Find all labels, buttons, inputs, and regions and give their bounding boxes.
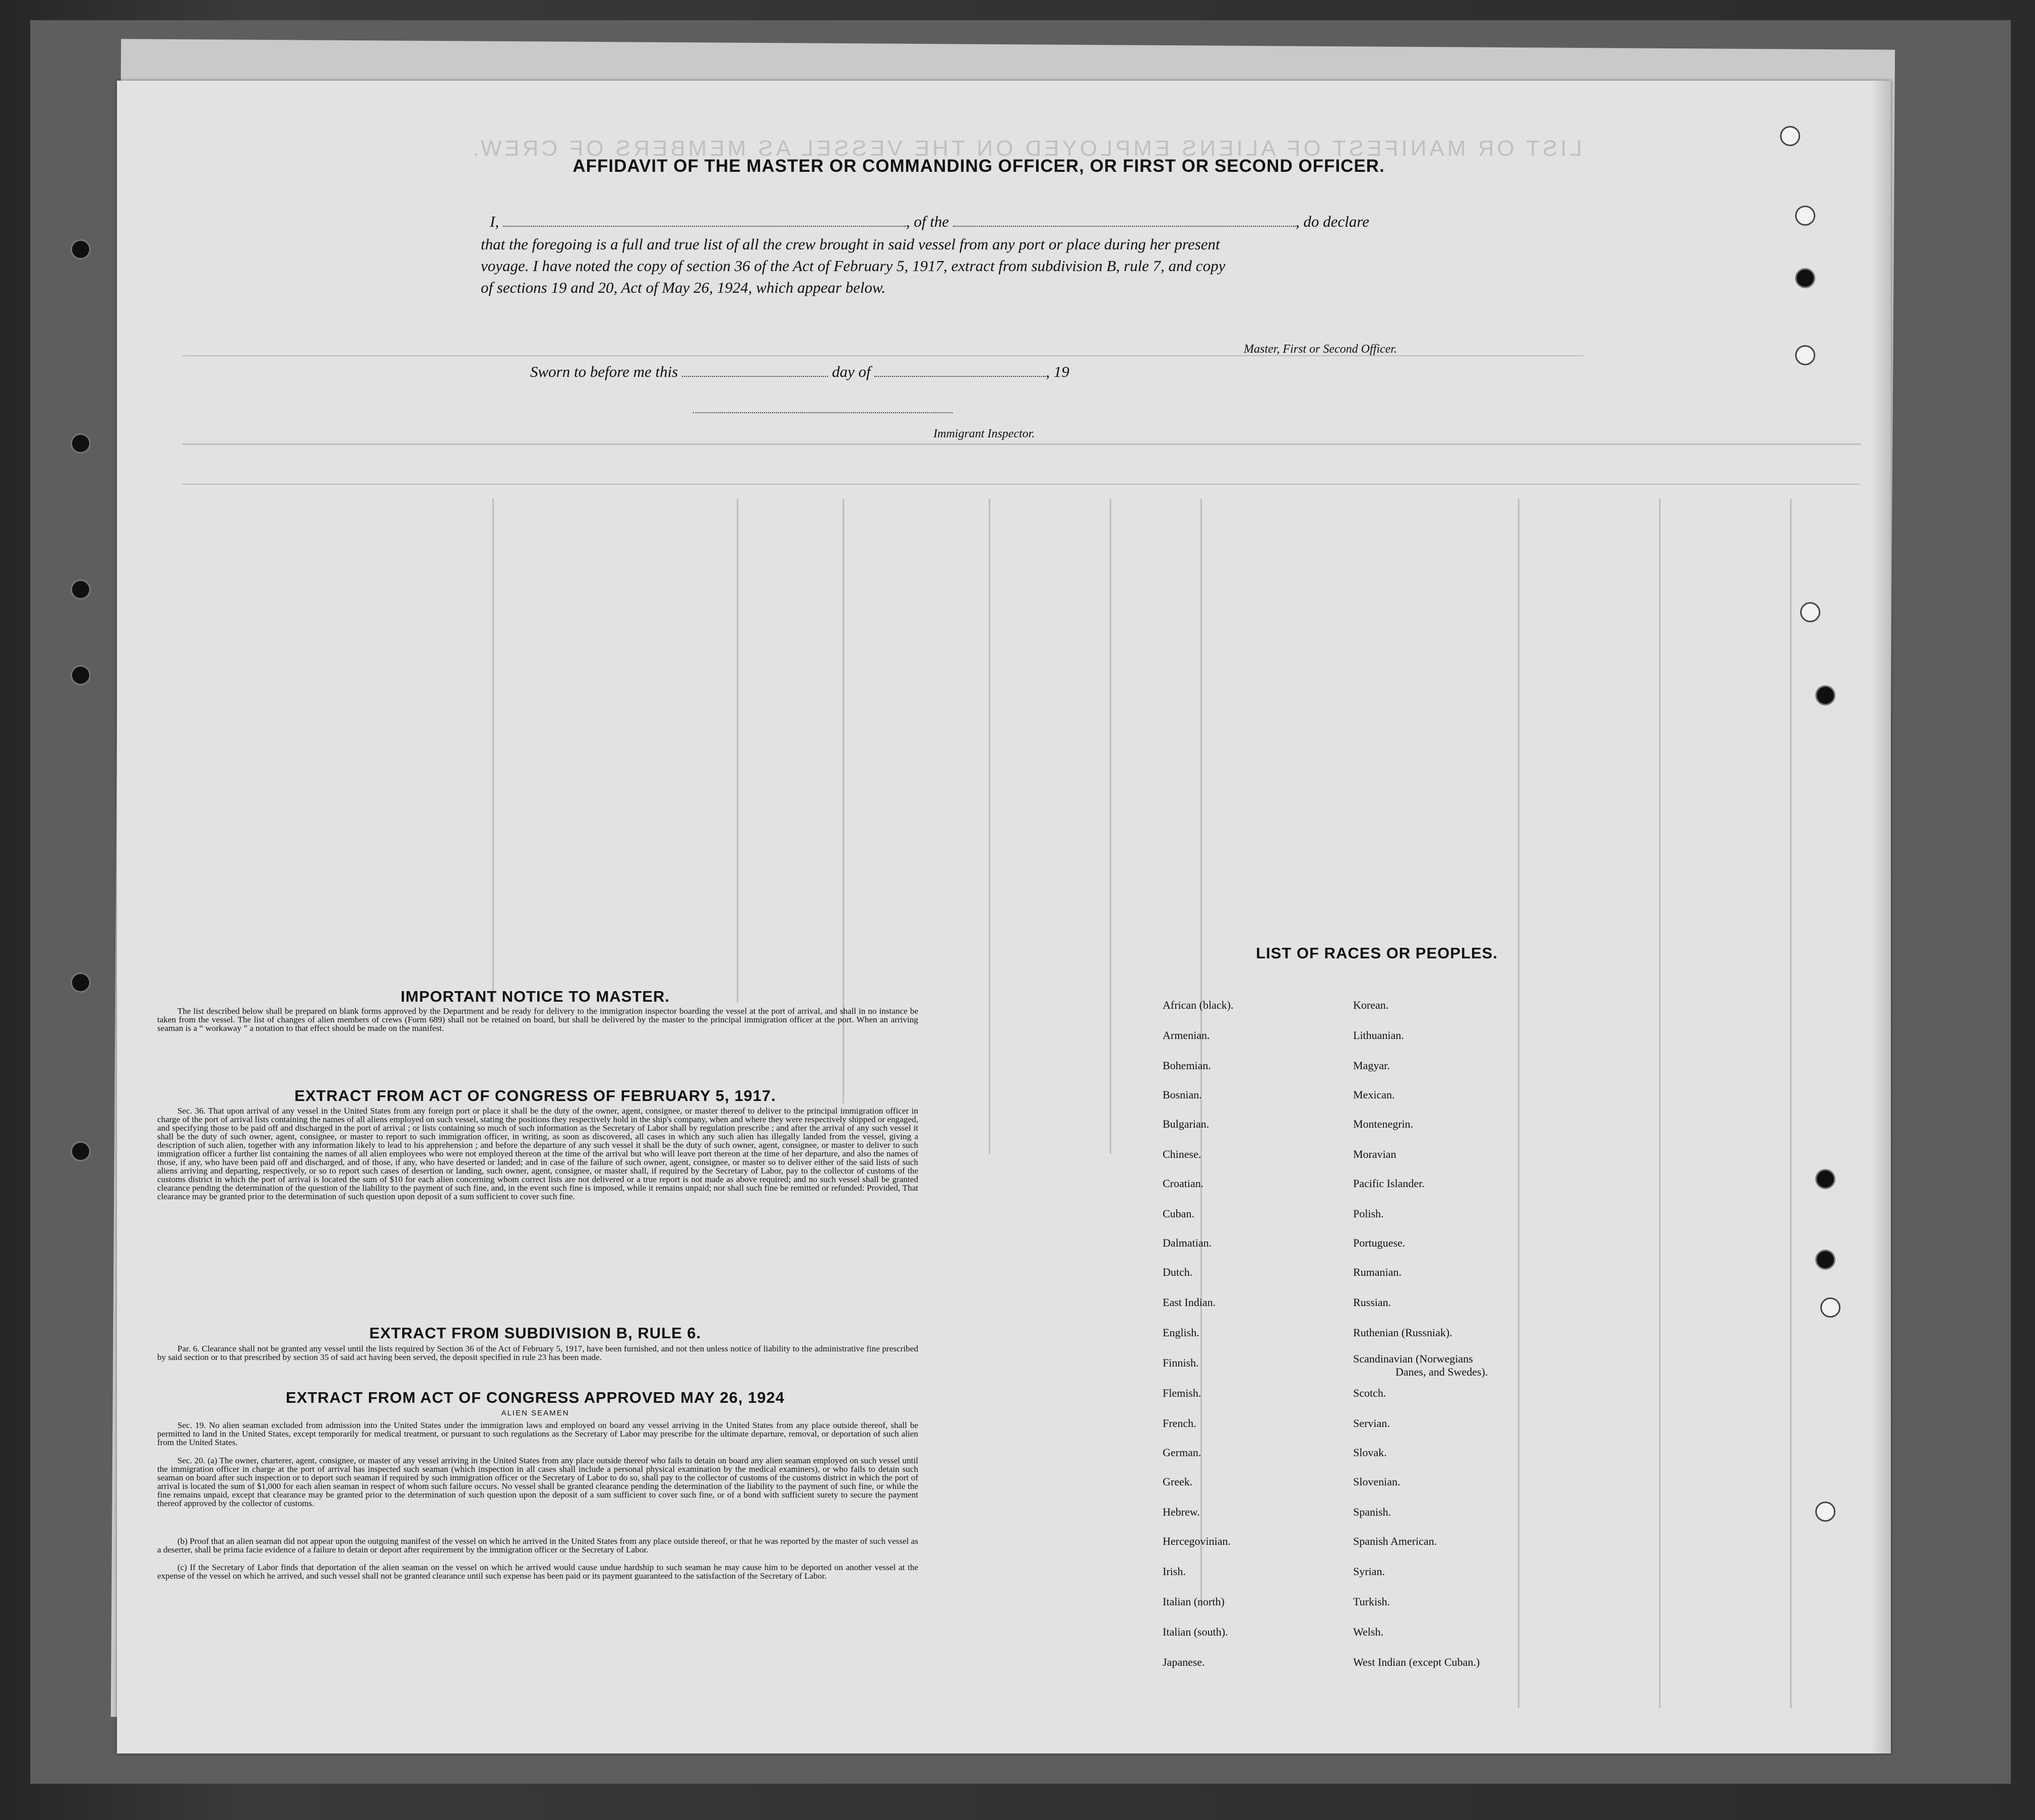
extract-1924-sec19: Sec. 19. No alien seaman excluded from admission into the United States under the immigration laws and employed on board any vessel arriving in the United States from any place outside thereof, shall be permitted to land in the United States, except temporarily for medical treatment, or pursuant to such regulations as the Secretary of Labor may prescribe for the ultimate departure, removal, or deportation of such alien from the United States. bbox=[157, 1420, 918, 1447]
race-item: Hercegovinian. bbox=[1163, 1535, 1231, 1547]
race-item: Flemish. bbox=[1163, 1387, 1201, 1399]
race-item: Scotch. bbox=[1353, 1387, 1386, 1399]
ghost-column bbox=[1200, 499, 1202, 1607]
race-item: Russian. bbox=[1353, 1296, 1391, 1309]
affidavit-declare-label: , do declare bbox=[1295, 213, 1369, 230]
races-title: LIST OF RACES OR PEOPLES. bbox=[1256, 944, 1498, 962]
race-item: Irish. bbox=[1163, 1565, 1186, 1578]
page-hole bbox=[1815, 1502, 1835, 1522]
race-item: Dalmatian. bbox=[1163, 1237, 1212, 1249]
race-item: Moravian bbox=[1353, 1148, 1396, 1160]
race-item: Slovenian. bbox=[1353, 1475, 1401, 1488]
extract-1924-subtitle: ALIEN SEAMEN bbox=[501, 1409, 569, 1417]
race-item: Portuguese. bbox=[1353, 1237, 1406, 1249]
extract-rule6-text: Par. 6. Clearance shall not be granted any vessel until the lists required by Section 36 of the Act of February 5, 1917, have been furnished, and not then unless notice of liability to the administrative fine prescribed by said section or to that prescribed by section 35 of said act having been served, the deposit specified in rule 23 has been made. bbox=[157, 1344, 918, 1362]
race-item: Welsh. bbox=[1353, 1626, 1383, 1638]
race-item: Pacific Islander. bbox=[1353, 1177, 1425, 1190]
race-item: Servian. bbox=[1353, 1417, 1390, 1429]
race-item: Rumanian. bbox=[1353, 1266, 1402, 1278]
race-item: Bosnian. bbox=[1163, 1088, 1202, 1101]
extract-rule6-title: EXTRACT FROM SUBDIVISION B, RULE 6. bbox=[369, 1324, 702, 1342]
year-label: , 19 bbox=[1046, 363, 1069, 380]
race-item: Japanese. bbox=[1163, 1656, 1205, 1668]
race-item: Mexican. bbox=[1353, 1088, 1395, 1101]
race-item: Finnish. bbox=[1163, 1356, 1199, 1369]
race-item: Bohemian. bbox=[1163, 1059, 1211, 1072]
ghost-column bbox=[1518, 499, 1519, 1708]
race-item: Croatian. bbox=[1163, 1177, 1204, 1190]
affidavit-line-3: voyage. I have noted the copy of section 36 of the Act of February 5, 1917, extract from subdivision B, rule 7, and copy bbox=[481, 257, 1226, 275]
race-item: Hebrew. bbox=[1163, 1506, 1200, 1518]
race-item: Spanish American. bbox=[1353, 1535, 1437, 1547]
race-item: Italian (north) bbox=[1163, 1595, 1225, 1608]
sworn-month-field[interactable] bbox=[874, 365, 1046, 377]
master-name-field[interactable] bbox=[503, 215, 906, 227]
race-item: Chinese. bbox=[1163, 1148, 1201, 1160]
inspector-label: Immigrant Inspector. bbox=[933, 427, 1035, 440]
document-page bbox=[117, 81, 1891, 1753]
page-hole bbox=[1815, 1250, 1835, 1270]
race-item: African (black). bbox=[1163, 999, 1234, 1011]
ghost-column bbox=[492, 499, 494, 1003]
ghost-column bbox=[1110, 499, 1111, 1154]
race-item: Syrian. bbox=[1353, 1565, 1385, 1578]
race-item: Ruthenian (Russniak). bbox=[1353, 1326, 1452, 1339]
page-hole bbox=[1795, 206, 1815, 226]
race-item: Armenian. bbox=[1163, 1029, 1210, 1042]
sworn-day-field[interactable] bbox=[682, 365, 828, 377]
page-hole bbox=[1795, 345, 1815, 365]
binder-hole bbox=[71, 433, 91, 453]
extract-1924-sec20c: (c) If the Secretary of Labor finds that deportation of the alien seaman on the vessel on which he arrived would cause undue hardship to such seaman he may cause him to be deported on another vessel at the expense of the vessel on which he arrived, and such vessel shall not be granted clearance until such expense has been paid or its payment guaranteed to the satisfaction of the Secretary of Labor. bbox=[157, 1563, 918, 1581]
page-hole bbox=[1815, 685, 1835, 705]
page-hole bbox=[1800, 602, 1820, 622]
race-item: Greek. bbox=[1163, 1475, 1193, 1488]
ghost-column bbox=[1790, 499, 1792, 1708]
race-item: West Indian (except Cuban.) bbox=[1353, 1656, 1480, 1668]
sworn-line bbox=[530, 363, 1069, 381]
binder-hole bbox=[71, 665, 91, 685]
extract-1924-title: EXTRACT FROM ACT OF CONGRESS APPROVED MAY 26, 1924 bbox=[286, 1389, 785, 1406]
affidavit-title: AFFIDAVIT OF THE MASTER OR COMMANDING OFFICER, OR FIRST OR SECOND OFFICER. bbox=[573, 156, 1385, 176]
extract-1924-sec20b: (b) Proof that an alien seaman did not appear upon the outgoing manifest of the vessel on which he arrived in the United States from any place outside thereof, or that he was reported by the master of such vessel as a deserter, shall be prima facie evidence of a failure to detain or deport after requirement by the immigration officer or the Secretary of Labor. bbox=[157, 1536, 918, 1554]
ghost-rule bbox=[182, 484, 1861, 485]
binder-hole bbox=[71, 579, 91, 600]
race-item: Korean. bbox=[1353, 999, 1389, 1011]
inspector-signature-line[interactable] bbox=[693, 412, 952, 413]
ghost-header: LIST OR MANIFEST OF ALIENS EMPLOYED ON THE VESSEL AS MEMBERS OF CREW. bbox=[470, 136, 1582, 161]
ghost-rule bbox=[182, 443, 1861, 445]
page-hole bbox=[1795, 268, 1815, 288]
affidavit-line-4: of sections 19 and 20, Act of May 26, 1924, which appear below. bbox=[481, 279, 886, 296]
extract-1917-title: EXTRACT FROM ACT OF CONGRESS OF FEBRUARY 5, 1917. bbox=[294, 1087, 776, 1104]
notice-title: IMPORTANT NOTICE TO MASTER. bbox=[401, 988, 670, 1005]
vessel-name-field[interactable] bbox=[953, 215, 1296, 227]
extract-1917-text: Sec. 36. That upon arrival of any vessel in the United States from any foreign port or place it shall be the duty of the owner, agent, consignee, or master thereof to deliver to the principal immigration officer in charge of the port of arrival lists containing the names of all aliens employed on such vessel, stating the positions they respectively hold in the ship's company, when and where they were respectively shipped or engaged, and specifying those to be paid off and discharged in the port of arrival ; or lists containing so much of such information as the Secretary of Labor shall by regulation prescribe ; and after the arrival of any such vessel it shall be the duty of such owner, agent, consignee, or master to report to such immigration officer, in writing, as soon as discovered, all cases in which any such alien has illegally landed from the vessel, giving a description of such alien, together with any information likely to lead to his apprehension ; and before the departure of any such vessel it shall be the duty of such owner, agent, consignee, or master to deliver to such immigration officer a further list containing the names of all alien employees who were not employed thereon at the time of the arrival but who will leave port thereon at the time of her departure, and also the names of those, if any, who have been paid off and discharged, and of those, if any, who have deserted or landed; and in case of the failure of such owner, agent, consignee, or master so to deliver either of the said lists of such aliens arriving and departing, respectively, or so to report such cases of desertion or landing, such owner, agent, consignee, or master shall, if required by the Secretary of Labor, pay to the collector of customs of the customs district in which the port of arrival is located the sum of $10 for each alien concerning whom correct lists are not delivered or a true report is not made as above required; and no such vessel shall be granted clearance pending the determination of the question of the liability to the payment of such fine, and, in the event such fine is imposed, while it remains unpaid; nor shall such fine be remitted or refunded: Provided, That clearance may be granted prior to the determination of such question upon deposit of a sum sufficient to cover such fine. bbox=[157, 1106, 918, 1201]
race-item: German. bbox=[1163, 1446, 1201, 1459]
binder-hole bbox=[71, 972, 91, 993]
notice-text: The list described below shall be prepared on blank forms approved by the Department and be ready for delivery to the immigration inspector boarding the vessel at the port of arrival, and shall in no instance be taken from the vessel. The list of changes of alien members of crews (Form 689) shall not be retained on board, but shall be delivered by the master to the principal immigration officer at the port. When an arriving seaman is a “ workaway ” a notation to that effect should be made on the manifest. bbox=[157, 1006, 918, 1033]
extract-1924-sec20a: Sec. 20. (a) The owner, charterer, agent, consignee, or master of any vessel arriving in the United States from any place outside thereof who fails to detain on board any alien seaman employed on such vessel until the immigration officer in charge at the port of arrival has inspected such seaman (which inspection in all cases shall include a personal physical examination by the medical examiners), or who fails to detain such seaman on board after such inspection or to deport such seaman if required by such immigration officer or the Secretary of Labor to do so, shall pay to the collector of customs of the customs district in which the port of arrival is located the sum of $1,000 for each alien seaman in respect of whom such failure occurs. No vessel shall be granted clearance pending the determination of the liability to the payment of such fine, or while the fine remains unpaid, except that clearance may be granted prior to the determination of such question upon the deposit of a sum sufficient to cover such fine, or of a bond with sufficient surety to secure the payment thereof approved by the collector of customs. bbox=[157, 1456, 918, 1508]
race-item: Cuban. bbox=[1163, 1207, 1194, 1220]
day-of-label: day of bbox=[832, 363, 871, 380]
affidavit-line-1 bbox=[490, 213, 1369, 231]
race-item: Italian (south). bbox=[1163, 1626, 1228, 1638]
race-item: English. bbox=[1163, 1326, 1199, 1339]
race-item: Bulgarian. bbox=[1163, 1118, 1210, 1130]
ghost-column bbox=[1659, 499, 1661, 1708]
race-item: East Indian. bbox=[1163, 1296, 1216, 1309]
sworn-label: Sworn to before me this bbox=[530, 363, 678, 380]
page-hole bbox=[1780, 126, 1800, 146]
race-item: Lithuanian. bbox=[1353, 1029, 1404, 1042]
race-item: Magyar. bbox=[1353, 1059, 1390, 1072]
master-signature-label: Master, First or Second Officer. bbox=[1244, 343, 1397, 356]
race-item: Spanish. bbox=[1353, 1506, 1391, 1518]
race-item: Dutch. bbox=[1163, 1266, 1193, 1278]
page-hole bbox=[1815, 1169, 1835, 1189]
ghost-column bbox=[737, 499, 738, 1003]
race-item: Turkish. bbox=[1353, 1595, 1390, 1608]
race-item: Montenegrin. bbox=[1353, 1118, 1414, 1130]
binder-hole bbox=[71, 1141, 91, 1161]
affidavit-line-2: that the foregoing is a full and true list of all the crew brought in said vessel from any port or place during her present bbox=[481, 235, 1220, 253]
race-item: Slovak. bbox=[1353, 1446, 1387, 1459]
race-item: French. bbox=[1163, 1417, 1196, 1429]
affidavit-of-the-label: , of the bbox=[906, 213, 949, 230]
race-item: Polish. bbox=[1353, 1207, 1384, 1220]
affidavit-i-label: I, bbox=[490, 213, 499, 230]
race-item: Danes, and Swedes). bbox=[1395, 1366, 1488, 1378]
binder-hole bbox=[71, 239, 91, 259]
race-item: Scandinavian (Norwegians bbox=[1353, 1352, 1473, 1365]
page-hole bbox=[1820, 1297, 1840, 1318]
ghost-column bbox=[989, 499, 990, 1154]
